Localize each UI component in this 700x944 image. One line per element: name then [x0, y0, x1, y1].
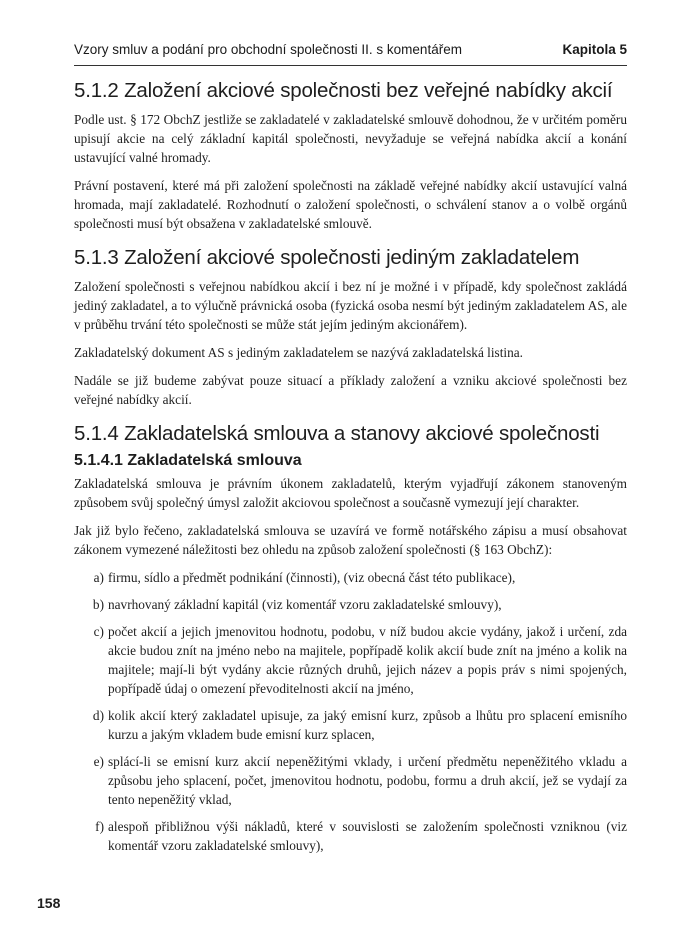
page-content [74, 78, 627, 863]
header-chapter: Kapitola 5 [562, 42, 627, 57]
section-5-1-2 [74, 78, 627, 233]
list-marker: c) [93, 624, 104, 639]
section-5-1-4 [74, 421, 627, 855]
section-5-1-3 [74, 245, 627, 409]
paragraph: Zakladatelský dokument AS s jediným zakladatelem se nazývá zakladatelská listina. [74, 345, 523, 360]
list-marker: b) [92, 597, 104, 612]
paragraph: Zakladatelská smlouva je právním úkonem zakladatelů, kterým vyjadřují zákonem stanoveným způsobem svůj společný úmysl založit akciovou společnost a současně vymezují její charakter. [74, 476, 627, 510]
list-marker: d) [92, 708, 104, 723]
paragraph: Jak již bylo řečeno, zakladatelská smlouva se uzavírá ve formě notářského zápisu a musí obsahovat zákonem vymezené náležitosti bez ohledu na způsob založení společnosti (§ 163 ObchZ): [74, 523, 627, 557]
list-item-text: kolik akcií který zakladatel upisuje, za jaký emisní kurz, způsob a lhůtu pro splacení emisního kurzu a jakým vkladem bude emisní kurz splacen, [108, 708, 627, 742]
list-marker: e) [93, 754, 104, 769]
list-item-text: navrhovaný základní kapitál (viz komentář vzoru zakladatelské smlouvy), [108, 597, 502, 612]
paragraph: Založení společnosti s veřejnou nabídkou akcií i bez ní je možné i v případě, kdy společnost zakládá jediný zakladatel, a to výlučně právnická osoba (fyzická osoba nesmí být jediným zakladatelem AS, ale v průběhu trvání této společnosti se může stát jejím jediným akcionářem). [74, 279, 627, 332]
section-heading: 5.1.4 Zakladatelská smlouva a stanovy akciové společnosti [74, 422, 600, 445]
list-item [74, 622, 627, 698]
list-item [74, 595, 627, 614]
list-marker: a) [93, 570, 104, 585]
header-divider [74, 65, 627, 66]
list-item-text: firmu, sídlo a předmět podnikání (činnosti), (viz obecná část této publikace), [108, 570, 516, 585]
list-item [74, 706, 627, 744]
list-item-text: počet akcií a jejich jmenovitou hodnotu, podobu, v níž budou akcie vydány, jakož i určení, zda akcie budou znít na jméno nebo na majitele, popřípadě kolik akcií bude znít na jméno a kolik na majitele; mají-li být vydány akcie různých druhů, jejich název a popis práv s nimi spojených, popřípadě údaj o omezení převoditelnosti akcií na jméno, [108, 624, 627, 696]
paragraph: Právní postavení, které má při založení společnosti na základě veřejné nabídky akcií ustavující valná hromada, mají zakladatelé. Rozhodnutí o založení společnosti, o schválení stanov a o volbě orgánů společnosti musí být obsažena v zakladatelské smlouvě. [74, 178, 627, 231]
list-item [74, 752, 627, 809]
requirements-list [74, 568, 627, 855]
paragraph: Podle ust. § 172 ObchZ jestliže se zakladatelé v zakladatelské smlouvě dohodnou, že v určitém poměru upisují akcie na celý základní kapitál společnosti, nevyžaduje se veřejná nabídka akcií a konání ustavující valné hromady. [74, 112, 627, 165]
subsection-heading: 5.1.4.1 Zakladatelská smlouva [74, 452, 302, 469]
header-title: Vzory smluv a podání pro obchodní společnosti II. s komentářem [74, 42, 462, 57]
list-item-text: splácí-li se emisní kurz akcií nepeněžitými vklady, i určení předmětu nepeněžitého vkladu a způsobu jeho splacení, počet, jmenovitou hodnotu, podobu, formu a druh akcií, jež se vydají za tento nepeněžitý vklad, [108, 754, 627, 807]
list-marker: f) [95, 819, 104, 834]
section-heading: 5.1.2 Založení akciové společnosti bez veřejné nabídky akcií [74, 79, 613, 102]
page-number: 158 [37, 895, 61, 911]
list-item [74, 817, 627, 855]
section-heading: 5.1.3 Založení akciové společnosti jediným zakladatelem [74, 246, 580, 269]
list-item-text: alespoň přibližnou výši nákladů, které v souvislosti se založením společnosti vzniknou (viz komentář vzoru zakladatelské smlouvy), [108, 819, 627, 853]
running-header [74, 39, 627, 61]
paragraph: Nadále se již budeme zabývat pouze situací a příklady založení a vzniku akciové společnosti bez veřejné nabídky akcií. [74, 373, 627, 407]
list-item [74, 568, 627, 587]
